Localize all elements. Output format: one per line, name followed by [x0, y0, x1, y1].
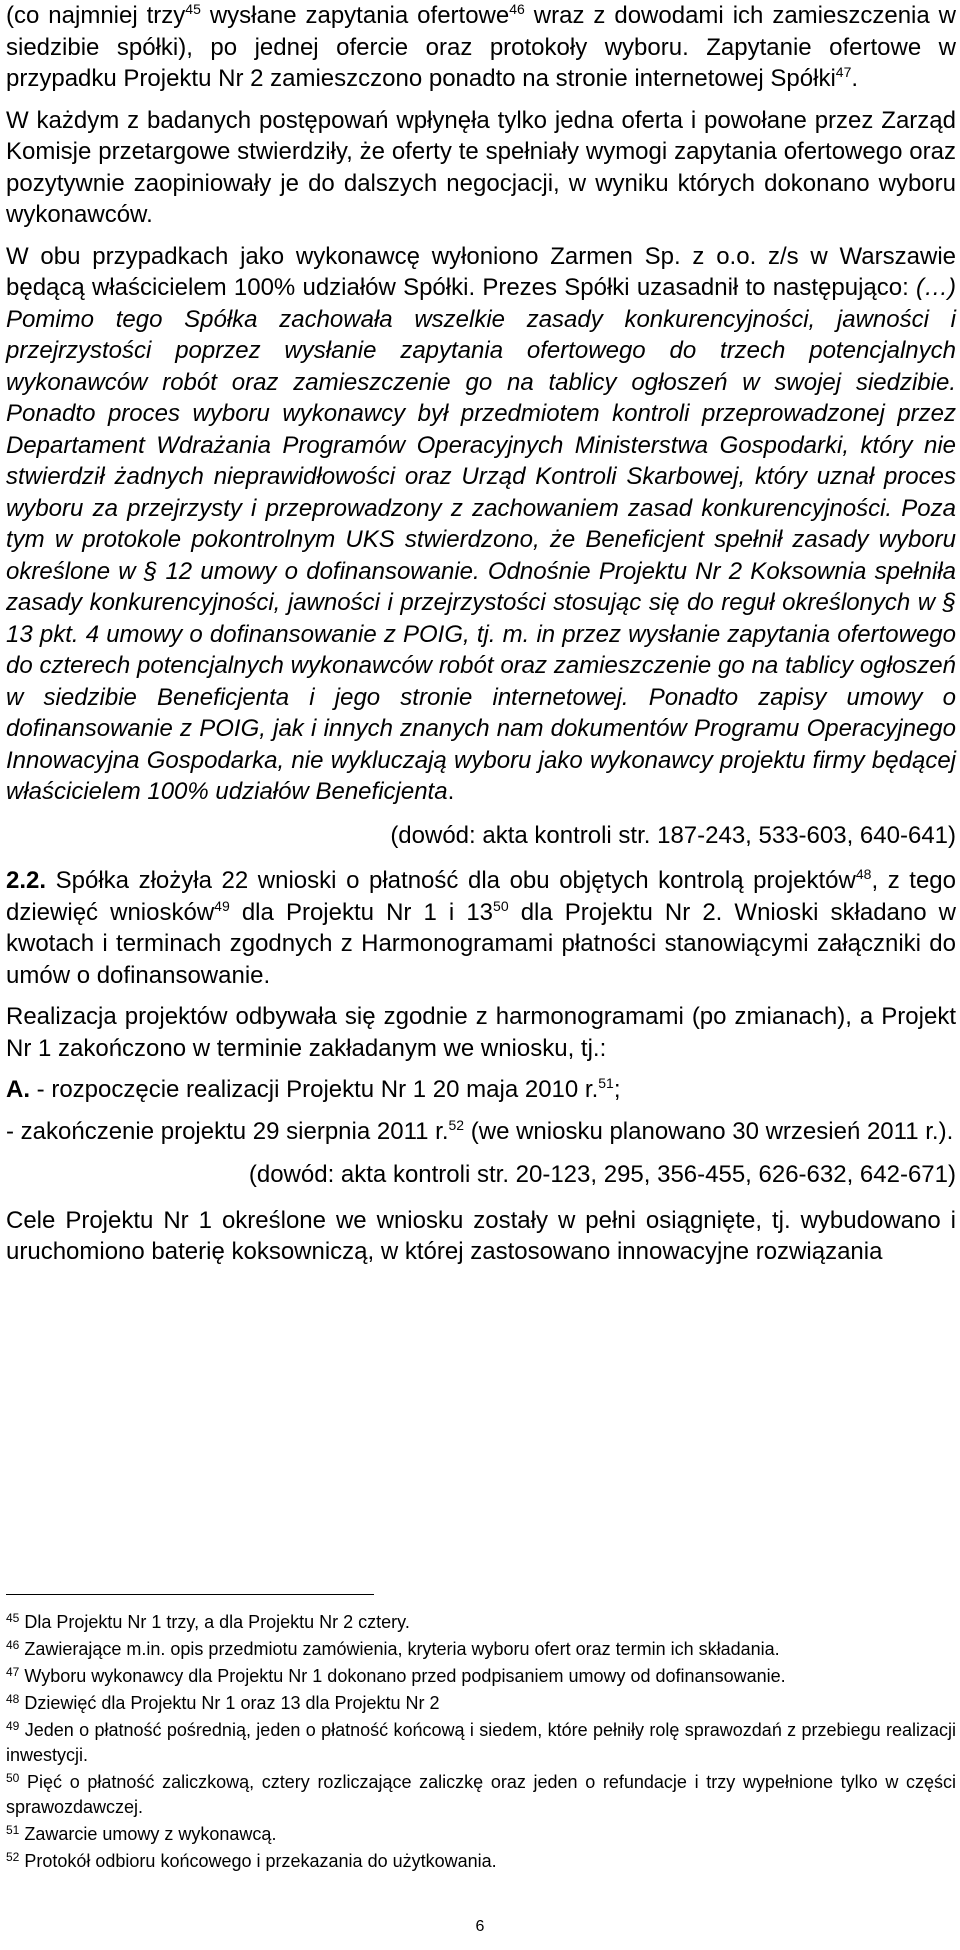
- footnote-number: 47: [6, 1665, 20, 1679]
- footnote-text: Wyboru wykonawcy dla Projektu Nr 1 dokonano przed podpisaniem umowy od dofinansowanie.: [19, 1666, 786, 1686]
- payments-text-b: , z tego dziewięć wniosków: [6, 867, 956, 926]
- quote-end: .: [447, 778, 455, 805]
- footnote-item: [6, 1718, 956, 1768]
- footnote-item: [6, 1610, 956, 1635]
- footnote-number: 50: [6, 1771, 20, 1785]
- evidence-reference-2: (dowód: akta kontroli str. 20-123, 295, 356-455, 626-632, 642-671): [248, 1161, 956, 1188]
- payments-text-a: Spółka złożyła 22 wnioski o płatność dla obu objętych kontrolą projektów: [46, 867, 856, 894]
- footnote-ref-50[interactable]: 50: [493, 897, 509, 914]
- contractor-text: W obu przypadkach jako wykonawcę wyłoniono Zarmen Sp. z o.o. z/s w Warszawie będącą właścicielem 100% udziałów Spółki. Prezes Spółki uzasadnił to następująco:: [6, 242, 956, 301]
- footnotes: [6, 1610, 956, 1876]
- footnote-item: [6, 1637, 956, 1662]
- paragraph-payments: [6, 865, 956, 991]
- intro-text-a: (co najmniej trzy: [6, 2, 186, 29]
- footnote-ref-46[interactable]: 46: [509, 1, 525, 17]
- footnote-item: [6, 1664, 956, 1689]
- footnote-text: Pięć o płatność zaliczkową, cztery rozliczające zaliczkę oraz jeden o refundacje i trzy wypełnione tylko w części sprawozdawczej.: [6, 1772, 956, 1817]
- footnote-number: 45: [6, 1611, 20, 1625]
- intro-text-d: .: [851, 65, 859, 92]
- end-text-a: - zakończenie projektu 29 sierpnia 2011 r.: [6, 1117, 449, 1145]
- page-number: 6: [475, 1918, 485, 1935]
- item-label-a: A.: [6, 1076, 30, 1103]
- footnote-ref-51[interactable]: 51: [598, 1075, 614, 1091]
- footnote-text: Protokół odbioru końcowego i przekazania do użytkowania.: [19, 1851, 497, 1871]
- paragraph-offers: W każdym z badanych postępowań wpłynęła tylko jedna oferta i powołane przez Zarząd Komisje przetargowe stwierdziły, że oferty te spełniały wymogi zapytania ofertowego oraz pozytywnie zaopiniowały je do dalszych negocjacji, w wyniku których dokonano wyboru wykonawców.: [6, 106, 956, 228]
- footnote-number: 51: [6, 1823, 20, 1837]
- intro-text-c: wraz z dowodami ich zamieszczenia w siedzibie spółki), po jednej ofercie oraz protokoły wyboru. Zapytanie ofertowe w przypadku Projektu Nr 2 zamieszczono ponadto na stronie internetowej Spółki: [6, 2, 957, 92]
- intro-text-b: wysłane zapytania ofertowe: [200, 2, 510, 29]
- footnote-item: [6, 1691, 956, 1716]
- paragraph-contractor: [6, 241, 956, 808]
- evidence-reference-1: (dowód: akta kontroli str. 187-243, 533-603, 640-641): [390, 821, 956, 849]
- document-page: [6, 0, 956, 1268]
- payments-text-c: dla Projektu Nr 1 i 13: [229, 898, 494, 926]
- footnote-text: Zawierające m.in. opis przedmiotu zamówienia, kryteria wyboru ofert oraz termin ich składania.: [19, 1639, 780, 1659]
- footnote-text: Zawarcie umowy z wykonawcą.: [19, 1824, 277, 1844]
- footnote-text: Dziewięć dla Projektu Nr 1 oraz 13 dla Projektu Nr 2: [19, 1693, 440, 1713]
- end-text-b: (we wniosku planowano 30 wrzesień 2011 r.).: [464, 1117, 954, 1145]
- schedule-item-start: [6, 1074, 956, 1106]
- footnote-ref-48[interactable]: 48: [855, 866, 872, 882]
- footnote-number: 52: [6, 1850, 20, 1864]
- payments-text-d: dla Projektu Nr 2. Wnioski składano w kwotach i terminach zgodnych z Harmonogramami płatności stanowiącymi załączniki do umów o dofinansowanie.: [6, 898, 957, 989]
- footnote-ref-49[interactable]: 49: [214, 897, 230, 914]
- footnote-item: [6, 1822, 956, 1847]
- footnote-ref-45[interactable]: 45: [185, 1, 201, 17]
- footnote-number: 48: [6, 1692, 20, 1706]
- footnote-number: 49: [6, 1719, 20, 1733]
- paragraph-schedule: Realizacja projektów odbywała się zgodnie z harmonogramami (po zmianach), a Projekt Nr 1 zakończono w terminie zakładanym we wniosku, tj.:: [6, 1003, 956, 1062]
- footnote-ref-52[interactable]: 52: [448, 1116, 465, 1133]
- paragraph-intro: [6, 0, 956, 95]
- footnote-text: Dla Projektu Nr 1 trzy, a dla Projektu Nr 2 cztery.: [19, 1612, 410, 1632]
- footnote-text: Jeden o płatność pośrednią, jeden o płatność końcową i siedem, które pełniły rolę sprawozdań z przebiegu realizacji inwestycji.: [6, 1720, 956, 1765]
- footnote-item: [6, 1770, 956, 1820]
- section-number: 2.2.: [6, 867, 47, 894]
- footnote-ref-47[interactable]: 47: [835, 64, 852, 80]
- president-quote: (…) Pomimo tego Spółka zachowała wszelkie zasady konkurencyjności, jawności i przejrzystości poprzez wysłanie zapytania ofertowego do trzech potencjalnych wykonawców robót oraz zamieszczenie go na tablicy ogłoszeń w swojej siedzibie. Ponadto proces wyboru wykonawcy był przedmiotem kontroli przeprowadzonej przez Departament Wdrażania Programów Operacyjnych Ministerstwa Gospodarki, który nie stwierdził żadnych nieprawidłowości oraz Urząd Kontroli Skarbowej, który uznał proces wyboru za przejrzysty i przeprowadzony z zachowaniem zasad konkurencyjności. Poza tym w protokole pokontrolnym UKS stwierdzono, że Beneficjent spełnił zasady wyboru określone w § 12 umowy o dofinansowanie. Odnośnie Projektu Nr 2 Koksownia spełniła zasady konkurencyjności, jawności i przejrzystości stosując się do reguł określonych w § 13 pkt. 4 umowy o dofinansowanie z POIG, tj. m. in przez wysłanie zapytania ofertowego do czterech potencjalnych wykonawców robót oraz zamieszczenie go na tablicy ogłoszeń w siedzibie Beneficjenta i jego stronie internetowej. Ponadto zapisy umowy o dofinansowanie z POIG, jak i innych znanych nam dokumentów Programu Operacyjnego Innowacyjna Gospodarka, nie wykluczają wyboru jako wykonawcy projektu firmy będącej właścicielem 100% udziałów Beneficjenta: [6, 274, 956, 805]
- start-text: - rozpoczęcie realizacji Projektu Nr 1 20 maja 2010 r.: [30, 1076, 599, 1103]
- schedule-item-end: [6, 1116, 956, 1148]
- paragraph-goals: Cele Projektu Nr 1 określone we wniosku zostały w pełni osiągnięte, tj. wybudowano i uruchomiono baterię koksowniczą, w której zastosowano innowacyjne rozwiązania: [6, 1206, 956, 1265]
- footnote-number: 46: [6, 1638, 20, 1652]
- footnote-item: [6, 1849, 956, 1874]
- footnote-separator: [6, 1594, 374, 1595]
- start-text-end: ;: [613, 1076, 621, 1103]
